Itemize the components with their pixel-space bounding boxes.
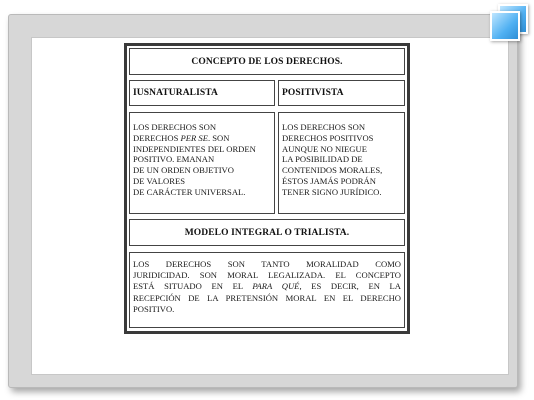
- left-line: LOS DERECHOS SON: [133, 122, 217, 132]
- header-right-label: POSITIVISTA: [282, 88, 344, 98]
- header-iusnaturalista: [129, 80, 275, 106]
- square-front: [490, 11, 520, 41]
- left-line: INDEPENDIENTES DEL ORDEN: [133, 143, 256, 154]
- right-line: TENER SIGNO JURÍDICO.: [282, 186, 382, 197]
- right-line: CONTENIDOS MORALES,: [282, 165, 383, 176]
- model-line: RECEPCIÓN DE LA PRETENSIÓN MORAL EN EL DERECHO: [133, 292, 401, 303]
- model-title-cell: [129, 219, 405, 246]
- right-line: LA POSIBILIDAD DE: [282, 154, 363, 165]
- table-title: CONCEPTO DE LOS DERECHOS.: [191, 56, 343, 67]
- right-line: DERECHOS POSITIVOS: [282, 132, 374, 143]
- model-line: JURIDICIDAD. SON MORAL LEGALIZADA. EL CONCEPTO: [133, 270, 401, 281]
- left-line: DE UN ORDEN OBJETIVO: [133, 165, 234, 176]
- model-line: LOS DERECHOS SON TANTO MORALIDAD COMO: [133, 259, 401, 269]
- concept-table: [124, 43, 410, 334]
- right-line: LOS DERECHOS SON: [282, 122, 366, 132]
- per-se-emphasis: PER SE: [180, 132, 208, 143]
- body-positivista: [278, 112, 405, 214]
- header-left-label: IUSNATURALISTA: [133, 88, 218, 98]
- para-que-emphasis: PARA QUÉ: [252, 281, 300, 292]
- model-line: ESTÁ SITUADO EN EL PARA QUÉ, ES DECIR, EN LA: [133, 281, 402, 292]
- model-body: [129, 252, 405, 328]
- left-line: POSITIVO. EMANAN: [133, 154, 215, 165]
- right-line: ÉSTOS JAMÁS PODRÁN: [282, 175, 376, 186]
- model-line: POSITIVO.: [133, 303, 175, 314]
- right-line: AUNQUE NO NIEGUE: [282, 143, 367, 154]
- left-line: DE CARÁCTER UNIVERSAL.: [133, 186, 246, 197]
- header-positivista: [278, 80, 405, 106]
- table-title-cell: [129, 48, 405, 75]
- stacked-squares-icon[interactable]: [488, 2, 530, 40]
- left-line: DERECHOS PER SE. SON: [133, 132, 230, 143]
- left-line: DE VALORES: [133, 175, 185, 186]
- model-title: MODELO INTEGRAL O TRIALISTA.: [184, 227, 350, 238]
- body-iusnaturalista: [129, 112, 275, 214]
